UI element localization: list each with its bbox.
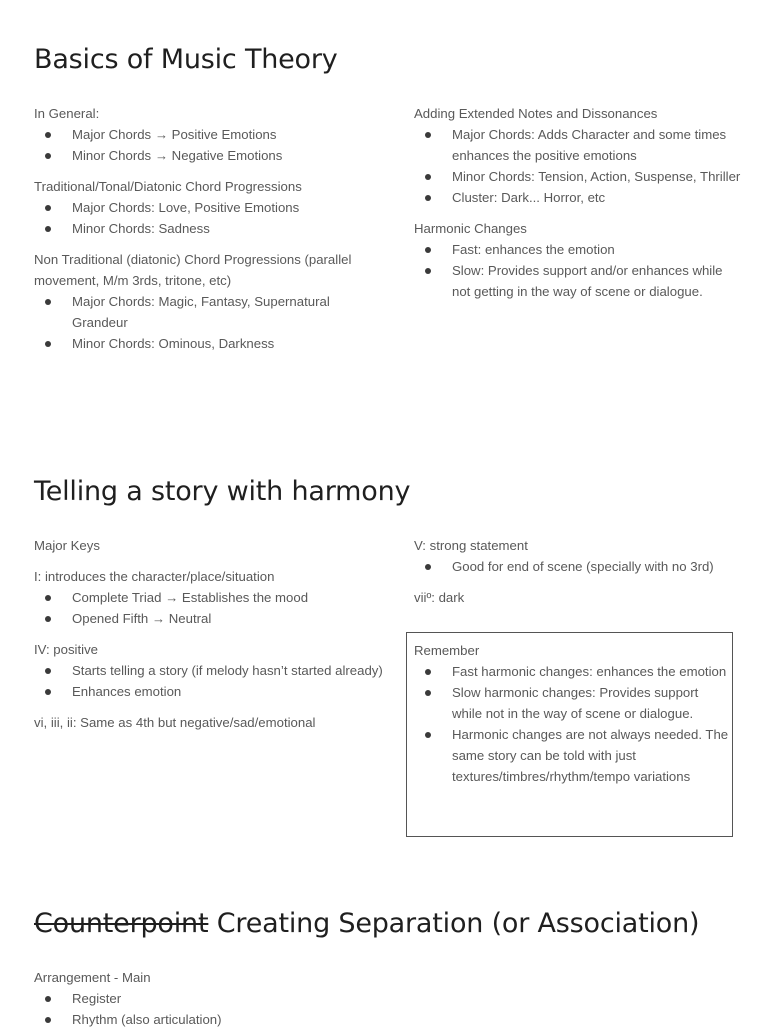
list-item: Enhances emotion <box>34 681 384 702</box>
bullet-icon <box>425 669 431 675</box>
list-item: Minor Chords: Ominous, Darkness <box>34 333 384 354</box>
bullet-icon <box>45 616 51 622</box>
bullet-icon <box>425 690 431 696</box>
bullet-icon <box>425 174 431 180</box>
list-item: Fast: enhances the emotion <box>414 239 744 260</box>
subheading-traditional-progressions: Traditional/Tonal/Diatonic Chord Progressions <box>34 179 302 194</box>
list-item: Minor Chords: Tension, Action, Suspense, Thriller <box>414 166 744 187</box>
subheading-in-general: In General: <box>34 106 100 121</box>
bullet-icon <box>425 564 431 570</box>
subheading-major-keys: Major Keys <box>34 538 100 553</box>
section-title-telling-story: Telling a story with harmony <box>34 476 411 507</box>
bullet-list <box>34 197 384 239</box>
subheading-extended-notes: Adding Extended Notes and Dissonances <box>414 106 658 121</box>
list-item: Major Chords: Magic, Fantasy, Supernatural Grandeur <box>34 291 384 333</box>
list-item: Major Chords: Love, Positive Emotions <box>34 197 384 218</box>
subheading-tonic: I: introduces the character/place/situation <box>34 569 275 584</box>
bullet-icon <box>45 132 51 138</box>
section-title-separation <box>34 908 699 939</box>
bullet-icon <box>425 732 431 738</box>
list-item: Slow harmonic changes: Provides support while not in the way of scene or dialogue. <box>414 682 729 724</box>
list-item: Starts telling a story (if melody hasn’t started already) <box>34 660 384 681</box>
separation-column <box>34 967 384 1030</box>
struck-title-counterpoint: Counterpoint <box>34 908 209 939</box>
remember-heading: Remember <box>414 643 480 658</box>
section-title-basics: Basics of Music Theory <box>34 44 338 75</box>
basics-left-column <box>34 103 384 354</box>
bullet-icon <box>425 268 431 274</box>
list-item: Register <box>34 988 384 1009</box>
list-item: Minor Chords: Sadness <box>34 218 384 239</box>
subheading-non-traditional-progressions: Non Traditional (diatonic) Chord Progressions (parallel movement, M/m 3rds, tritone, etc) <box>34 252 352 288</box>
bullet-list <box>34 660 384 702</box>
list-item: Slow: Provides support and/or enhances while not getting in the way of scene or dialogue. <box>414 260 744 302</box>
title-creating-separation: Creating Separation (or Association) <box>216 908 700 939</box>
subheading-harmonic-changes: Harmonic Changes <box>414 221 527 236</box>
bullet-icon <box>45 1017 51 1023</box>
story-right-column <box>414 535 744 608</box>
bullet-icon <box>45 996 51 1002</box>
bullet-icon <box>425 247 431 253</box>
list-item: Major Chords: Adds Character and some times enhances the positive emotions <box>414 124 744 166</box>
bullet-icon <box>45 226 51 232</box>
remember-content <box>414 640 729 787</box>
list-item: Fast harmonic changes: enhances the emotion <box>414 661 729 682</box>
remember-box <box>406 632 733 837</box>
bullet-icon <box>45 205 51 211</box>
list-item: Good for end of scene (specially with no 3rd) <box>414 556 744 577</box>
list-item: Rhythm (also articulation) <box>34 1009 384 1030</box>
list-item: Cluster: Dark... Horror, etc <box>414 187 744 208</box>
subheading-subdominant: IV: positive <box>34 642 99 657</box>
basics-right-column <box>414 103 744 302</box>
subheading-arrangement-main: Arrangement - Main <box>34 970 151 985</box>
subheading-minor-degrees: vi, iii, ii: Same as 4th but negative/sad/emotional <box>34 715 316 730</box>
bullet-icon <box>45 341 51 347</box>
story-left-column <box>34 535 384 733</box>
bullet-icon <box>45 668 51 674</box>
bullet-icon <box>45 153 51 159</box>
bullet-list <box>414 556 744 577</box>
bullet-list <box>34 291 384 354</box>
list-item: Complete Triad → Establishes the mood <box>34 587 384 608</box>
bullet-icon <box>425 132 431 138</box>
bullet-list <box>34 124 384 166</box>
bullet-list <box>414 124 744 208</box>
bullet-list <box>34 587 384 629</box>
bullet-icon <box>425 195 431 201</box>
bullet-icon <box>45 595 51 601</box>
list-item: Major Chords → Positive Emotions <box>34 124 384 145</box>
bullet-list <box>414 661 729 787</box>
subheading-dominant: V: strong statement <box>414 538 528 553</box>
bullet-icon <box>45 299 51 305</box>
bullet-list <box>414 239 744 302</box>
list-item: Harmonic changes are not always needed. The same story can be told with just textures/timbres/rhythm/tempo variations <box>414 724 729 787</box>
list-item: Opened Fifth → Neutral <box>34 608 384 629</box>
subheading-leading-tone: viiº: dark <box>414 590 465 605</box>
bullet-icon <box>45 689 51 695</box>
list-item: Minor Chords → Negative Emotions <box>34 145 384 166</box>
